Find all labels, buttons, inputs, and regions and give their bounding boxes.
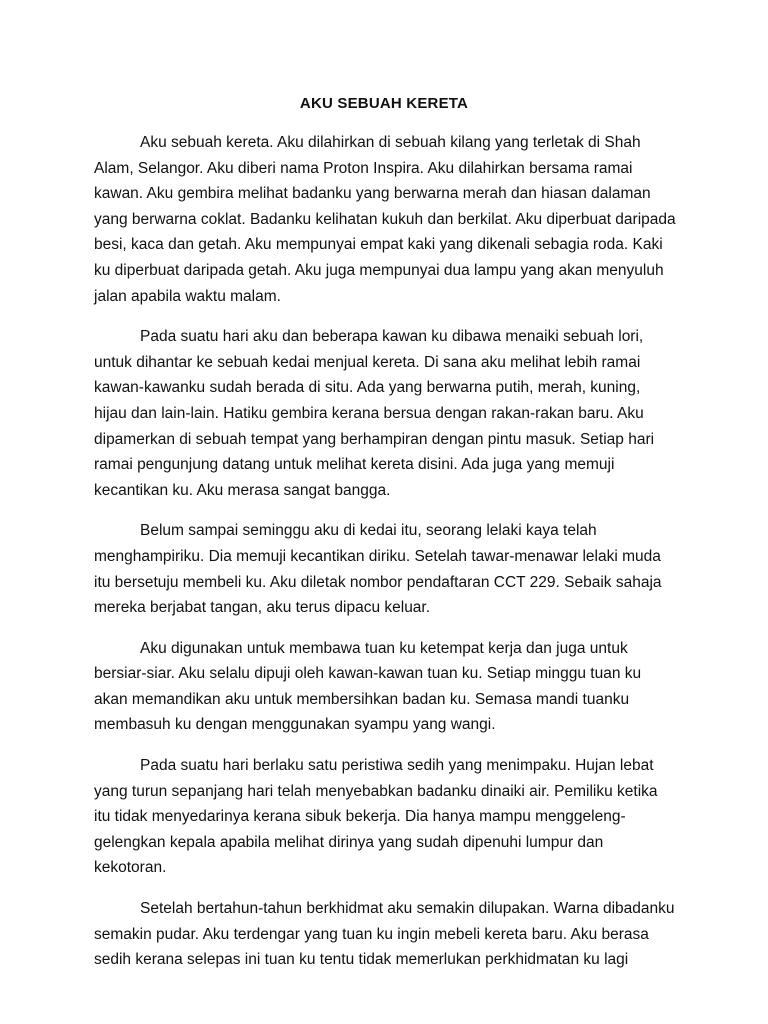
document-title: AKU SEBUAH KERETA [299,95,469,112]
paragraph-4: Aku digunakan untuk membawa tuan ku ketempat kerja dan juga untuk bersiar-siar. Aku selalu dipuji oleh kawan-kawan tuan ku. Setiap minggu tuan ku akan memandikan aku untuk membersihkan badan ku. Semasa mandi tuanku membasuh ku dengan menggunakan syampu yang wangi. [94,639,642,734]
document-body [94,130,676,988]
paragraph-1: Aku sebuah kereta. Aku dilahirkan di sebuah kilang yang terletak di Shah Alam, Selangor. Aku diberi nama Proton Inspira. Aku dilahirkan bersama ramai kawan. Aku gembira melihat badanku yang berwarna merah dan hiasan dalaman yang berwarna coklat. Badanku kelihatan kukuh dan berkilat. Aku diperbuat daripada besi, kaca dan getah. Aku mempunyai empat kaki yang dikenali sebagia roda. Kaki ku diperbuat daripada getah. Aku juga mempunyai dua lampu yang akan menyuluh jalan apabila waktu malam. [94,134,676,305]
paragraph-6: Setelah bertahun-tahun berkhidmat aku semakin dilupakan. Warna dibadanku semakin pudar. Aku terdengar yang tuan ku ingin mebeli kereta baru. Aku berasa sedih kerana selepas ini tuan ku tentu tidak memerlukan perkhidmatan ku lagi [94,900,675,969]
paragraph-3: Belum sampai seminggu aku di kedai itu, seorang lelaki kaya telah menghampiriku. Dia memuji kecantikan diriku. Setelah tawar-menawar lelaki muda itu bersetuju membeli ku. Aku diletak nombor pendaftaran CCT 229. Sebaik sahaja mereka berjabat tangan, aku terus dipacu keluar. [94,522,662,617]
paragraph-5: Pada suatu hari berlaku satu peristiwa sedih yang menimpaku. Hujan lebat yang turun sepanjang hari telah menyebabkan badanku dinaiki air. Pemiliku ketika itu tidak menyedarinya kerana sibuk bekerja. Dia hanya mampu menggeleng-gelengkan kepala apabila melihat dirinya yang sudah dipenuhi lumpur dan kekotoran. [94,757,658,877]
paragraph-2: Pada suatu hari aku dan beberapa kawan ku dibawa menaiki sebuah lori, untuk dihantar ke sebuah kedai menjual kereta. Di sana aku melihat lebih ramai kawan-kawanku sudah berada di situ. Ada yang berwarna putih, merah, kuning, hijau dan lain-lain. Hatiku gembira kerana bersua dengan rakan-rakan baru. Aku dipamerkan di sebuah tempat yang berhampiran dengan pintu masuk. Setiap hari ramai pengunjung datang untuk melihat kereta disini. Ada juga yang memuji kecantikan ku. Aku merasa sangat bangga. [94,328,655,499]
